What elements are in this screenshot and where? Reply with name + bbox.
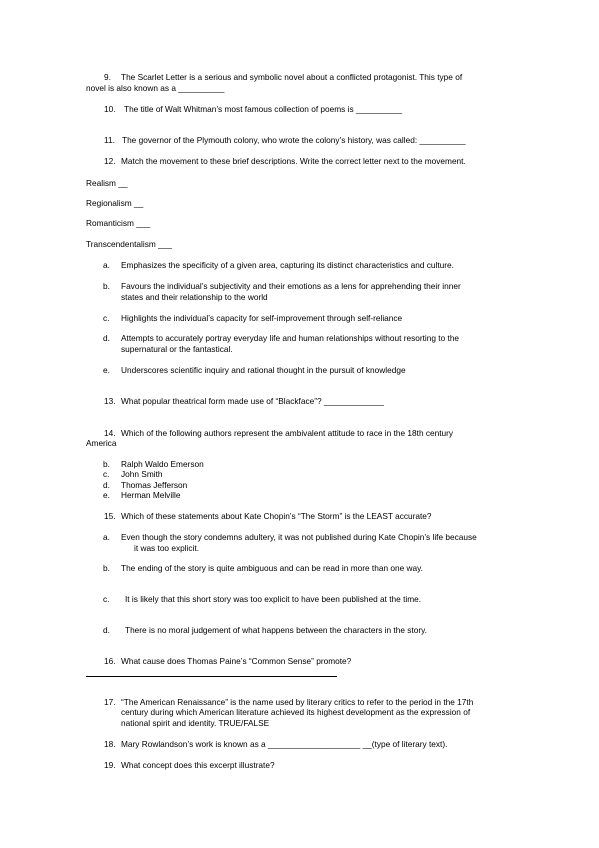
question-19-number: 19.: [104, 760, 116, 770]
option-letter: b.: [103, 281, 110, 291]
question-16-number: 16.: [104, 656, 116, 666]
question-19-text: What concept does this excerpt illustrate?: [121, 760, 275, 770]
question-13-number: 13.: [104, 396, 116, 406]
option-letter: e.: [103, 365, 110, 375]
option-text: John Smith: [121, 469, 163, 479]
question-9-number: 9.: [104, 72, 111, 82]
question-11-text: The governor of the Plymouth colony, who wrote the colony’s history, was called: __________: [122, 135, 466, 145]
option-text: The ending of the story is quite ambiguous and can be read in more than one way.: [121, 563, 423, 573]
question-10-text: The title of Walt Whitman’s most famous collection of poems is __________: [124, 104, 403, 114]
option-letter: d.: [103, 333, 110, 343]
question-9-text-line2: novel is also known as a __________: [86, 83, 225, 93]
option-text: There is no moral judgement of what happens between the characters in the story.: [125, 625, 427, 635]
question-17-number: 17.: [104, 697, 116, 707]
option-text: It is likely that this short story was too explicit to have been published at the time.: [125, 594, 422, 604]
option-text: Emphasizes the specificity of a given area, capturing its distinct characteristics and culture.: [121, 260, 454, 270]
option-letter: c.: [103, 469, 110, 479]
option-letter: e.: [103, 490, 110, 500]
movement-romanticism: Romanticism ___: [86, 218, 151, 228]
question-12-number: 12.: [104, 156, 116, 166]
option-text: Herman Melville: [121, 490, 181, 500]
option-text: supernatural or the fantastical.: [121, 344, 233, 354]
option-letter: c.: [103, 594, 110, 604]
movement-regionalism: Regionalism __: [86, 198, 144, 208]
option-letter: b.: [103, 459, 110, 469]
option-text: Thomas Jefferson: [121, 480, 188, 490]
question-16-text: What cause does Thomas Paine’s “Common Sense” promote?: [121, 656, 352, 666]
question-14-text-line1: Which of the following authors represent the ambivalent attitude to race in the 18th century: [121, 428, 454, 438]
question-11-number: 11.: [104, 135, 115, 145]
option-text: Even though the story condemns adultery, it was not published during Kate Chopin’s life because: [121, 532, 477, 542]
question-18-number: 18.: [104, 739, 116, 749]
option-text: Ralph Waldo Emerson: [121, 459, 204, 469]
option-text: Highlights the individual’s capacity for self-improvement through self-reliance: [121, 313, 403, 323]
question-13-text: What popular theatrical form made use of “Blackface”? _____________: [121, 396, 384, 406]
question-18-text: Mary Rowlandson’s work is known as a ____________________ __(type of literary text).: [121, 739, 448, 749]
option-letter: c.: [103, 313, 110, 323]
question-10-number: 10.: [104, 104, 116, 114]
movement-realism: Realism __: [86, 178, 128, 188]
question-9-text-line1: The Scarlet Letter is a serious and symbolic novel about a conflicted protagonist. This type of: [121, 72, 463, 82]
option-letter: d.: [103, 625, 110, 635]
option-letter: d.: [103, 480, 110, 490]
movement-transcendentalism: Transcendentalism ___: [86, 239, 172, 249]
option-text: Favours the individual’s subjectivity and their emotions as a lens for apprehending their inner: [121, 281, 461, 291]
question-14-text-line2: America: [86, 438, 117, 448]
option-letter: a.: [103, 260, 110, 270]
question-17-text-line1: “The American Renaissance” is the name used by literary critics to refer to the period in the 17th: [121, 697, 474, 707]
question-17-text-line2: century during which American literature achieved its highest development as the expression of: [121, 707, 471, 717]
question-15-text: Which of these statements about Kate Chopin’s “The Storm” is the LEAST accurate?: [121, 511, 432, 521]
option-letter: a.: [103, 532, 110, 542]
answer-line: [86, 676, 337, 677]
question-14-number: 14.: [104, 428, 116, 438]
option-text: it was too explicit.: [134, 543, 200, 553]
option-text: Underscores scientific inquiry and rational thought in the pursuit of knowledge: [121, 365, 406, 375]
question-15-number: 15.: [104, 511, 116, 521]
question-12-text: Match the movement to these brief descriptions. Write the correct letter next to the movement.: [121, 156, 466, 166]
option-text: Attempts to accurately portray everyday life and human relationships without resorting to the: [121, 333, 460, 343]
option-text: states and their relationship to the world: [121, 292, 268, 302]
question-17-text-line3: national spirit and identity. TRUE/FALSE: [121, 718, 270, 728]
option-letter: b.: [103, 563, 110, 573]
